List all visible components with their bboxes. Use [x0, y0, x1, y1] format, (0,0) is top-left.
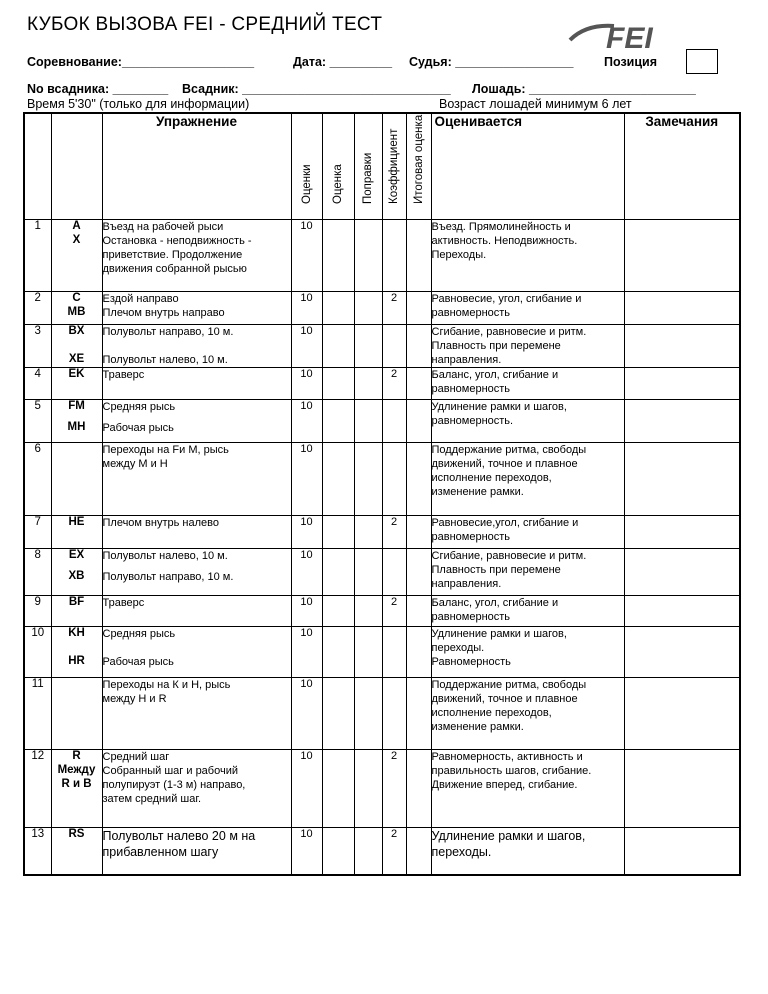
- mark-cell[interactable]: [322, 368, 354, 400]
- movement-letters: [51, 678, 102, 750]
- assessed-line: направления.: [431, 354, 502, 366]
- corrections-cell[interactable]: [354, 443, 382, 516]
- exercise-line: Средняя рысь: [102, 628, 176, 640]
- assessed-line: правильность шагов, сгибание.: [431, 765, 592, 777]
- exercise-text: [102, 828, 291, 875]
- coefficient: [382, 549, 406, 596]
- exercise-text: [102, 292, 291, 325]
- row-number: 1: [24, 220, 51, 292]
- header-moves: [51, 113, 102, 220]
- row-number: 8: [24, 549, 51, 596]
- movement-letters: [51, 627, 102, 678]
- exercise-line: Полувольт налево 20 м на: [102, 829, 256, 843]
- assessed-text: [431, 549, 624, 596]
- assessed-line: движений, точное и плавное: [431, 458, 578, 470]
- exercise-text: [102, 596, 291, 627]
- score-table: [23, 112, 741, 876]
- coefficient: 2: [382, 368, 406, 400]
- assessed-line: изменение рамки.: [431, 486, 524, 498]
- assessed-text: [431, 596, 624, 627]
- exercise-text: [102, 678, 291, 750]
- exercise-line: Переходы на Fи M, рысь: [102, 444, 229, 456]
- total-cell[interactable]: [406, 220, 431, 292]
- assessed-line: Движение вперед, сгибание.: [431, 779, 578, 791]
- max-score: 10: [291, 443, 322, 516]
- max-score: 10: [291, 828, 322, 875]
- assessed-text: [431, 828, 624, 875]
- assessed-text: [431, 678, 624, 750]
- header-mark: Оценка: [322, 113, 354, 220]
- exercise-line: Полувольт направо, 10 м.: [102, 326, 234, 338]
- row-number: 4: [24, 368, 51, 400]
- corrections-cell[interactable]: [354, 325, 382, 368]
- movement-letter: BX: [68, 325, 85, 337]
- movement-letter: HR: [68, 655, 85, 667]
- header-remarks: Замечания: [624, 113, 740, 220]
- remarks-cell[interactable]: [624, 549, 740, 596]
- remarks-cell[interactable]: [624, 368, 740, 400]
- exercise-line: [103, 339, 291, 353]
- row-number: 7: [24, 516, 51, 549]
- date-field[interactable]: Дата: _________: [293, 55, 393, 69]
- position-box[interactable]: [686, 49, 718, 74]
- exercise-line: Средний шаг: [102, 751, 170, 763]
- movement-letters: [51, 220, 102, 292]
- exercise-line: между H и R: [102, 693, 167, 705]
- remarks-cell[interactable]: [624, 516, 740, 549]
- coefficient: 2: [382, 750, 406, 828]
- max-score: 10: [291, 596, 322, 627]
- total-cell[interactable]: [406, 828, 431, 875]
- coefficient: [382, 443, 406, 516]
- remarks-cell[interactable]: [624, 292, 740, 325]
- exercise-line: Переходы на К и Н, рысь: [102, 679, 231, 691]
- assessed-line: Поддержание ритма, свободы: [431, 679, 587, 691]
- assessed-line: исполнение переходов,: [431, 707, 552, 719]
- table-row: [24, 292, 740, 325]
- exercise-text: [102, 443, 291, 516]
- row-number: 3: [24, 325, 51, 368]
- remarks-cell[interactable]: [624, 220, 740, 292]
- table-row: [24, 400, 740, 443]
- corrections-cell[interactable]: [354, 400, 382, 443]
- remarks-cell[interactable]: [624, 596, 740, 627]
- exercise-line: Средняя рысь: [102, 401, 176, 413]
- exercise-line: Траверс: [102, 369, 145, 381]
- exercise-line: Полувольт налево, 10 м.: [102, 354, 228, 366]
- movement-letter: A: [72, 220, 81, 232]
- total-cell[interactable]: [406, 627, 431, 678]
- assessed-text: [431, 627, 624, 678]
- movement-letter: R: [72, 750, 81, 762]
- exercise-text: [102, 325, 291, 368]
- max-score: 10: [291, 678, 322, 750]
- assessed-line: равномерность: [431, 611, 511, 623]
- assessed-line: движений, точное и плавное: [431, 693, 578, 705]
- movement-letter: R и B: [61, 778, 92, 790]
- table-row: [24, 516, 740, 549]
- assessed-text: [431, 325, 624, 368]
- exercise-line: Плечом внутрь направо: [102, 307, 225, 319]
- movement-letter: [52, 339, 102, 353]
- max-score: 10: [291, 549, 322, 596]
- assessed-line: Сгибание, равновесие и ритм.: [431, 550, 587, 562]
- total-cell[interactable]: [406, 678, 431, 750]
- corrections-cell[interactable]: [354, 220, 382, 292]
- coefficient: 2: [382, 596, 406, 627]
- exercise-line: Полувольт налево, 10 м.: [102, 550, 228, 562]
- page-title: КУБОК ВЫЗОВА FEI - СРЕДНИЙ ТЕСТ: [27, 14, 383, 35]
- time-note: Время 5'30" (только для информации): [27, 97, 250, 111]
- max-score: 10: [291, 368, 322, 400]
- coefficient: 2: [382, 292, 406, 325]
- assessed-line: Сгибание, равновесие и ритм.: [431, 326, 587, 338]
- coefficient: [382, 220, 406, 292]
- mark-cell[interactable]: [322, 549, 354, 596]
- corrections-cell[interactable]: [354, 627, 382, 678]
- exercise-text: [102, 516, 291, 549]
- header-corrections: Поправки: [354, 113, 382, 220]
- header-marks: Оценки: [291, 113, 322, 220]
- mark-cell[interactable]: [322, 596, 354, 627]
- assessed-line: Равновесие, угол, сгибание и: [431, 293, 582, 305]
- corrections-cell[interactable]: [354, 368, 382, 400]
- assessed-line: Баланс, угол, сгибание и: [431, 369, 559, 381]
- max-score: 10: [291, 400, 322, 443]
- exercise-line: затем средний шаг.: [102, 793, 202, 805]
- remarks-cell[interactable]: [624, 750, 740, 828]
- coefficient: 2: [382, 828, 406, 875]
- movement-letters: [51, 549, 102, 596]
- mark-cell[interactable]: [322, 627, 354, 678]
- header-exercise: Упражнение: [102, 113, 291, 220]
- age-note: Возраст лошадей минимум 6 лет: [439, 97, 632, 111]
- movement-letters: [51, 400, 102, 443]
- fei-logo: [566, 18, 681, 52]
- table-row: [24, 828, 740, 875]
- exercise-line: Ездой направо: [102, 293, 179, 305]
- corrections-cell[interactable]: [354, 596, 382, 627]
- movement-letter: EK: [68, 368, 85, 380]
- max-score: 10: [291, 516, 322, 549]
- assessed-line: Плавность при перемене: [431, 564, 561, 576]
- assessed-line: Удлинение рамки и шагов,: [431, 829, 586, 843]
- row-number: 2: [24, 292, 51, 325]
- exercise-text: [102, 400, 291, 443]
- corrections-cell[interactable]: [354, 292, 382, 325]
- movement-letter: MB: [67, 306, 86, 318]
- exercise-line: [103, 641, 291, 655]
- max-score: 10: [291, 627, 322, 678]
- assessed-line: переходы.: [431, 845, 492, 859]
- assessed-line: изменение рамки.: [431, 721, 524, 733]
- assessed-line: Равномерность, активность и: [431, 751, 583, 763]
- assessed-text: [431, 292, 624, 325]
- assessed-text: [431, 516, 624, 549]
- assessed-line: исполнение переходов,: [431, 472, 552, 484]
- exercise-line: Рабочая рысь: [102, 422, 174, 434]
- assessed-line: направления.: [431, 578, 502, 590]
- movement-letter: KH: [68, 627, 85, 639]
- mark-cell[interactable]: [322, 443, 354, 516]
- exercise-line: между M и H: [102, 458, 168, 470]
- exercise-text: [102, 750, 291, 828]
- assessed-line: равномерность: [431, 383, 511, 395]
- total-cell[interactable]: [406, 750, 431, 828]
- row-number: 6: [24, 443, 51, 516]
- header-assessed: Оценивается: [431, 113, 624, 220]
- assessed-line: переходы.: [431, 642, 485, 654]
- remarks-cell[interactable]: [624, 400, 740, 443]
- mark-cell[interactable]: [322, 292, 354, 325]
- exercise-line: полупируэт (1-3 м) направо,: [102, 779, 246, 791]
- table-row: [24, 368, 740, 400]
- total-cell[interactable]: [406, 596, 431, 627]
- mark-cell[interactable]: [322, 750, 354, 828]
- coefficient: [382, 678, 406, 750]
- movement-letters: [51, 828, 102, 875]
- total-cell[interactable]: [406, 443, 431, 516]
- movement-letters: [51, 443, 102, 516]
- assessed-text: [431, 443, 624, 516]
- movement-letter: X: [72, 234, 81, 246]
- row-number: 12: [24, 750, 51, 828]
- position-label: Позиция: [604, 55, 658, 69]
- remarks-cell[interactable]: [624, 443, 740, 516]
- table-row: [24, 549, 740, 596]
- movement-letters: [51, 596, 102, 627]
- header-row: [24, 113, 740, 220]
- assessed-line: Равномерность: [431, 656, 511, 668]
- corrections-cell[interactable]: [354, 678, 382, 750]
- table-row: [24, 443, 740, 516]
- movement-letter: EX: [68, 549, 85, 561]
- row-number: 13: [24, 828, 51, 875]
- header-num: [24, 113, 51, 220]
- assessed-line: Баланс, угол, сгибание и: [431, 597, 559, 609]
- header-total: Итоговая оценка: [406, 113, 431, 220]
- assessed-line: Равновесие,угол, сгибание и: [431, 517, 579, 529]
- mark-cell[interactable]: [322, 516, 354, 549]
- exercise-line: Полувольт направо, 10 м.: [102, 571, 234, 583]
- exercise-line: Остановка - неподвижность -: [102, 235, 252, 247]
- movement-letter: MH: [67, 421, 86, 433]
- mark-cell[interactable]: [322, 678, 354, 750]
- corrections-cell[interactable]: [354, 750, 382, 828]
- remarks-cell[interactable]: [624, 325, 740, 368]
- exercise-text: [102, 627, 291, 678]
- mark-cell[interactable]: [322, 325, 354, 368]
- table-row: [24, 678, 740, 750]
- table-row: [24, 596, 740, 627]
- exercise-line: движения собранной рысью: [102, 263, 247, 275]
- horse-field[interactable]: Лошадь: ________________________: [472, 82, 696, 96]
- max-score: 10: [291, 325, 322, 368]
- total-cell[interactable]: [406, 325, 431, 368]
- movement-letters: [51, 292, 102, 325]
- movement-letter: C: [72, 292, 81, 304]
- exercise-text: [102, 220, 291, 292]
- exercise-line: прибавленном шагу: [102, 845, 219, 859]
- rider-field[interactable]: Всадник: ______________________________: [182, 82, 451, 96]
- remarks-cell[interactable]: [624, 678, 740, 750]
- movement-letter: HE: [68, 516, 85, 528]
- competition-field[interactable]: Соревнование:___________________: [27, 55, 255, 69]
- max-score: 10: [291, 220, 322, 292]
- row-number: 9: [24, 596, 51, 627]
- max-score: 10: [291, 750, 322, 828]
- coefficient: 2: [382, 516, 406, 549]
- corrections-cell[interactable]: [354, 516, 382, 549]
- assessed-line: Плавность при перемене: [431, 340, 561, 352]
- movement-letter: [52, 641, 102, 655]
- corrections-cell[interactable]: [354, 549, 382, 596]
- assessed-line: Удлинение рамки и шагов,: [431, 401, 567, 413]
- movement-letters: [51, 325, 102, 368]
- logo-text: FEI: [606, 22, 653, 52]
- movement-letter: BF: [68, 596, 85, 608]
- total-cell[interactable]: [406, 516, 431, 549]
- total-cell[interactable]: [406, 292, 431, 325]
- movement-letter: XB: [68, 570, 85, 582]
- row-number: 5: [24, 400, 51, 443]
- assessed-line: Поддержание ритма, свободы: [431, 444, 587, 456]
- assessed-text: [431, 220, 624, 292]
- movement-letters: [51, 516, 102, 549]
- table-row: [24, 325, 740, 368]
- assessed-text: [431, 368, 624, 400]
- movement-letter: FM: [68, 400, 85, 412]
- rider-number-field[interactable]: No всадника: ________: [27, 82, 169, 96]
- movement-letters: [51, 368, 102, 400]
- coefficient: [382, 325, 406, 368]
- total-cell[interactable]: [406, 549, 431, 596]
- movement-letters: [51, 750, 102, 828]
- max-score: 10: [291, 292, 322, 325]
- row-number: 11: [24, 678, 51, 750]
- exercise-text: [102, 549, 291, 596]
- remarks-cell[interactable]: [624, 627, 740, 678]
- exercise-line: Рабочая рысь: [102, 656, 174, 668]
- movement-letter: Между: [57, 764, 96, 776]
- exercise-line: Собранный шаг и рабочий: [102, 765, 238, 777]
- movement-letter: XE: [68, 353, 85, 365]
- movement-letter: RS: [68, 828, 85, 840]
- coefficient: [382, 627, 406, 678]
- assessed-line: Въезд. Прямолинейность и: [431, 221, 571, 233]
- assessed-line: равномерность.: [431, 415, 514, 427]
- exercise-line: приветствие. Продолжение: [102, 249, 243, 261]
- remarks-cell[interactable]: [624, 828, 740, 875]
- assessed-line: равномерность: [431, 531, 511, 543]
- table-row: [24, 220, 740, 292]
- mark-cell[interactable]: [322, 220, 354, 292]
- header-coefficient: Коэффициент: [382, 113, 406, 220]
- assessed-line: равномерность: [431, 307, 511, 319]
- exercise-line: Въезд на рабочей рыси: [102, 221, 224, 233]
- exercise-line: Плечом внутрь налево: [102, 517, 219, 529]
- assessed-line: Удлинение рамки и шагов,: [431, 628, 567, 640]
- table-row: [24, 750, 740, 828]
- mark-cell[interactable]: [322, 828, 354, 875]
- assessed-line: Переходы.: [431, 249, 487, 261]
- assessed-line: активность. Неподвижность.: [431, 235, 578, 247]
- table-row: [24, 627, 740, 678]
- total-cell[interactable]: [406, 400, 431, 443]
- assessed-text: [431, 400, 624, 443]
- total-cell[interactable]: [406, 368, 431, 400]
- judge-field[interactable]: Судья: _________________: [409, 55, 574, 69]
- exercise-line: Траверс: [102, 597, 145, 609]
- coefficient: [382, 400, 406, 443]
- mark-cell[interactable]: [322, 400, 354, 443]
- corrections-cell[interactable]: [354, 828, 382, 875]
- assessed-text: [431, 750, 624, 828]
- exercise-text: [102, 368, 291, 400]
- row-number: 10: [24, 627, 51, 678]
